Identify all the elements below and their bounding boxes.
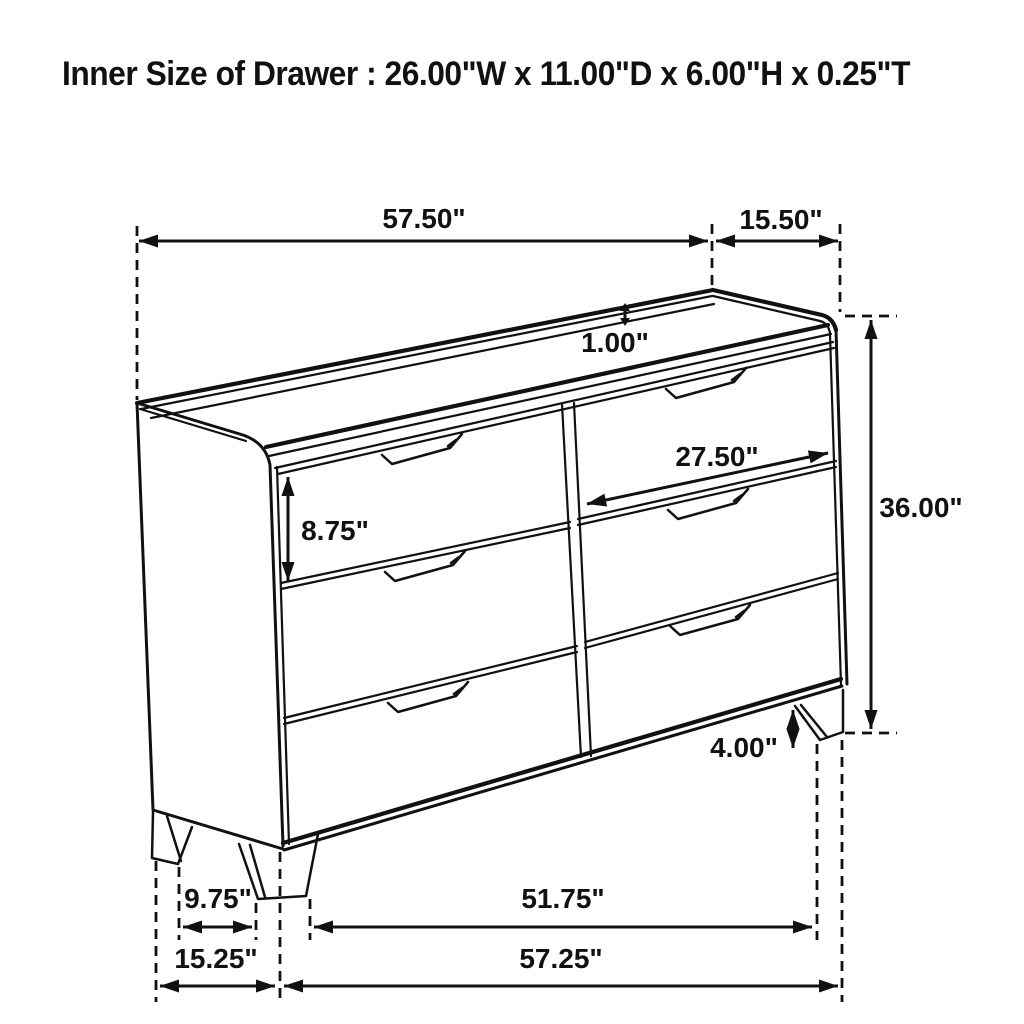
dim-label-top-depth: 15.50" bbox=[739, 204, 823, 235]
dim-label-back-lip-height: 1.00" bbox=[581, 327, 649, 358]
dim-label-side-leg-gap: 9.75" bbox=[184, 883, 252, 914]
dim-label-drawer-height: 8.75" bbox=[301, 515, 369, 546]
dim-label-base-depth: 15.25" bbox=[174, 943, 258, 974]
dim-label-front-leg-span: 51.75" bbox=[521, 883, 605, 914]
dim-label-overall-height: 36.00" bbox=[879, 492, 963, 523]
dim-label-drawer-width: 27.50" bbox=[675, 441, 759, 472]
dim-label-base-width: 57.25" bbox=[519, 943, 603, 974]
dim-label-top-width: 57.50" bbox=[382, 203, 466, 234]
dim-label-leg-height: 4.00" bbox=[710, 732, 778, 763]
page-title: Inner Size of Drawer : 26.00"W x 11.00"D x 6.00"H x 0.25"T bbox=[62, 55, 911, 93]
